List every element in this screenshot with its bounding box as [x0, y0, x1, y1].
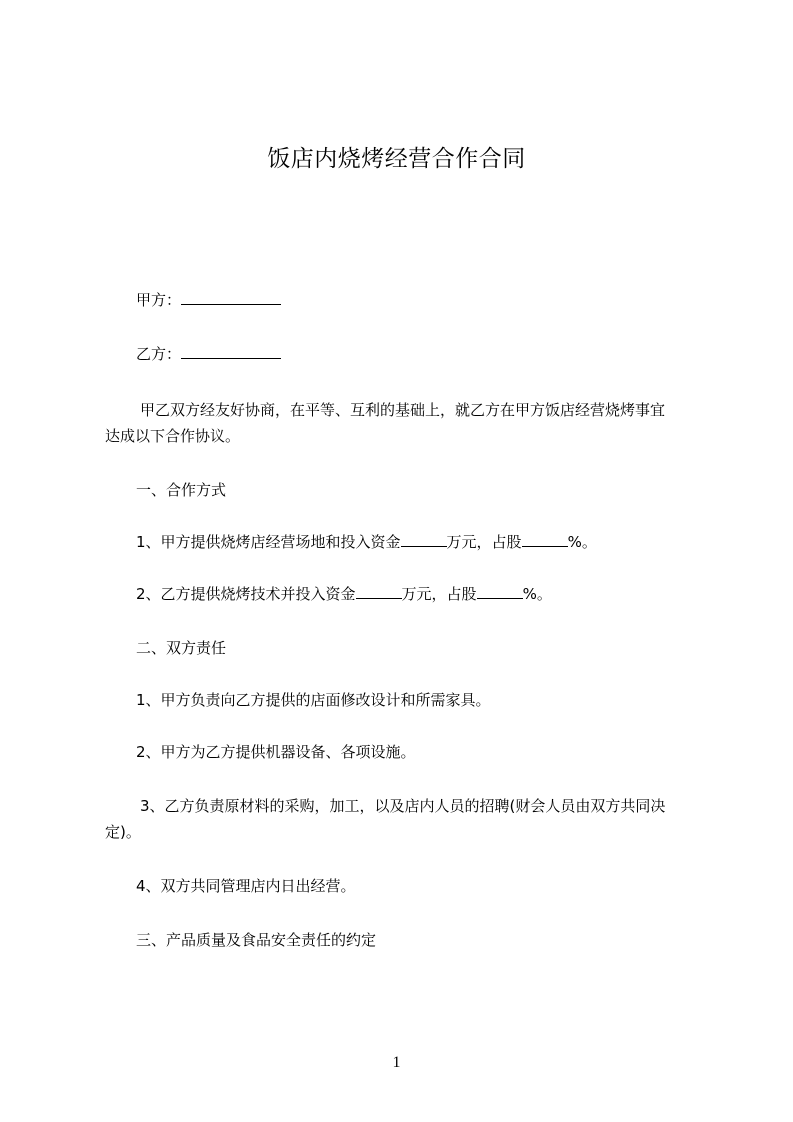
section-2-item-1: 1、甲方负责向乙方提供的店面修改设计和所需家具。	[136, 691, 491, 709]
section-2-item-4: 4、双方共同管理店内日出经营。	[136, 877, 356, 895]
section-1-item-2	[105, 579, 736, 609]
section-1-heading: 一、合作方式	[136, 481, 227, 499]
s1-item2-text-b: 万元，占股	[401, 585, 477, 603]
s1-item1-text-b: 万元，占股	[446, 533, 522, 551]
s1-item1-share-blank	[522, 532, 568, 547]
party-b-line	[105, 339, 736, 369]
s1-item1-text-a: 1、甲方提供烧烤店经营场地和投入资金	[136, 533, 401, 551]
party-a-blank	[181, 290, 281, 305]
intro-line-2: 达成以下合作协议。	[105, 427, 241, 445]
s1-item2-amount-blank	[356, 584, 402, 599]
section-2-item-2: 2、甲方为乙方提供机器设备、各项设施。	[136, 743, 416, 761]
s1-item2-share-blank	[477, 584, 523, 599]
document-title: 饭店内烧烤经营合作合同	[267, 146, 526, 172]
party-a-label: 甲方：	[136, 291, 182, 309]
party-b-blank	[181, 344, 281, 359]
party-a-line	[105, 285, 736, 315]
party-b-label: 乙方：	[136, 345, 182, 363]
section-2-item-3-line-2: 定)。	[105, 823, 141, 841]
section-3-heading: 三、产品质量及食品安全责任的约定	[136, 931, 377, 949]
s1-item1-text-c: %。	[567, 533, 597, 551]
intro-line-1: 甲乙双方经友好协商，在平等、互利的基础上，就乙方在甲方饭店经营烧烤事宜	[140, 401, 666, 419]
section-1-item-1	[105, 527, 736, 557]
page-number: 1	[392, 1054, 401, 1071]
s1-item1-amount-blank	[401, 532, 447, 547]
section-2-item-3-line-1: 3、乙方负责原材料的采购，加工，以及店内人员的招聘(财会人员由双方共同决	[140, 797, 666, 815]
s1-item2-text-c: %。	[522, 585, 552, 603]
section-2-heading: 二、双方责任	[136, 639, 227, 657]
s1-item2-text-a: 2、乙方提供烧烤技术并投入资金	[136, 585, 356, 603]
